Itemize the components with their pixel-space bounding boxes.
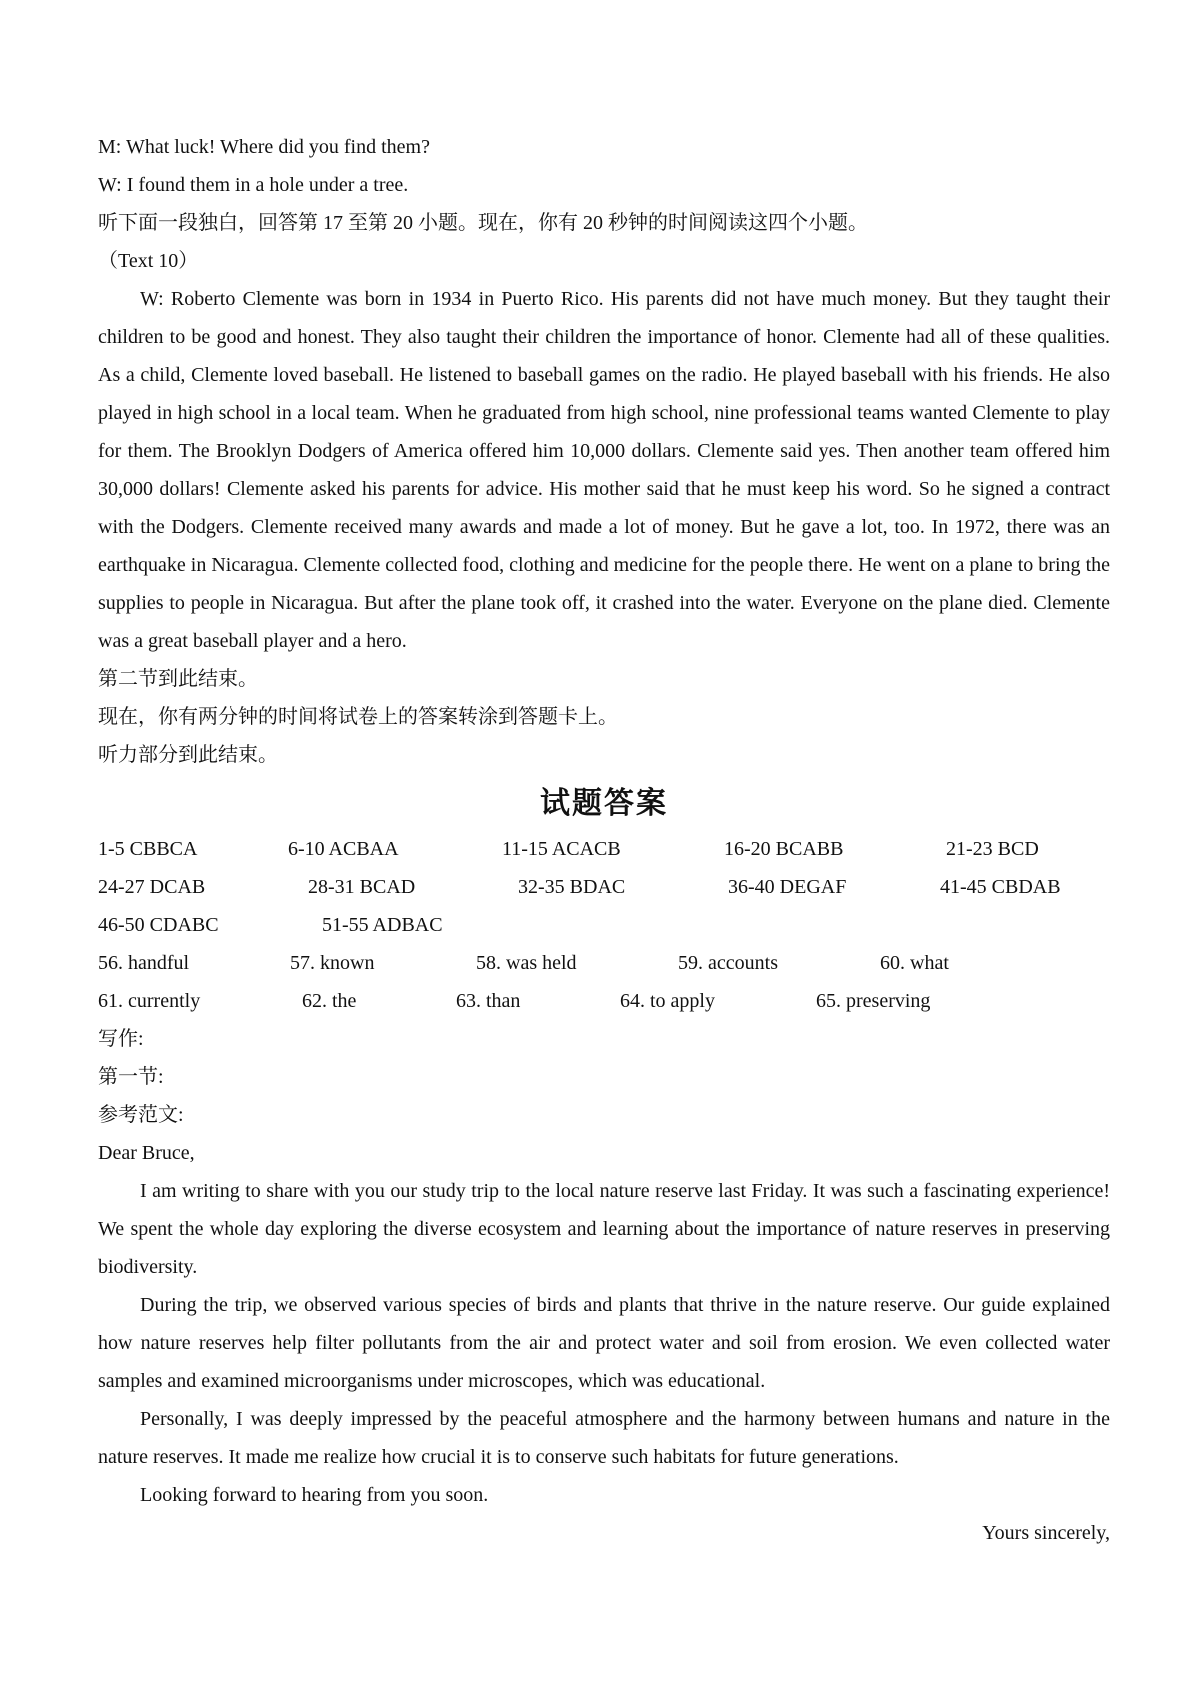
answer-item: 41-45 CBDAB — [940, 876, 1061, 898]
answer-item: 32-35 BDAC — [518, 876, 626, 898]
answer-item: 65. preserving — [816, 990, 931, 1012]
answer-item: 16-20 BCABB — [724, 838, 844, 860]
answer-item: 46-50 CDABC — [98, 914, 219, 936]
answer-item: 36-40 DEGAF — [728, 876, 847, 898]
writing-label: 写作: — [98, 1028, 144, 1050]
dialogue-line-1: M: What luck! Where did you find them? — [98, 136, 430, 158]
letter-paragraph: Personally, I was deeply impressed by the peaceful atmosphere and the harmony between humans and nature in the nature reserves. It made me realize how crucial it is to conserve such habitats for future generations. — [98, 1408, 1110, 1468]
answer-item: 56. handful — [98, 952, 190, 974]
transfer-note: 现在，你有两分钟的时间将试卷上的答案转涂到答题卡上。 — [98, 706, 618, 728]
answer-item: 61. currently — [98, 990, 201, 1012]
answer-row-5 — [98, 982, 1110, 1020]
answer-item: 60. what — [880, 952, 949, 974]
answer-item: 63. than — [456, 990, 521, 1012]
answer-item: 58. was held — [476, 952, 577, 974]
answer-item: 59. accounts — [678, 952, 778, 974]
answer-item: 62. the — [302, 990, 357, 1012]
monologue-instruction: 听下面一段独白，回答第 17 至第 20 小题。现在，你有 20 秒钟的时间阅读这四个小题。 — [98, 212, 868, 234]
answer-item: 6-10 ACBAA — [288, 838, 399, 860]
text-label: （Text 10） — [98, 250, 199, 272]
answer-item: 11-15 ACACB — [502, 838, 621, 860]
answer-item: 24-27 DCAB — [98, 876, 206, 898]
document-page — [98, 128, 1110, 1552]
letter-paragraph: I am writing to share with you our study trip to the local nature reserve last Friday. It was such a fascinating experience! We spent the whole day exploring the diverse ecosystem and learning about the importance of nature reserves in preserving biodiversity. — [98, 1180, 1110, 1278]
answer-row-4 — [98, 944, 1110, 982]
section-one-label: 第一节: — [98, 1066, 164, 1088]
answer-row-3 — [98, 906, 1110, 944]
answers-title: 试题答案 — [540, 786, 668, 821]
letter-salutation: Dear Bruce, — [98, 1142, 195, 1164]
letter-paragraph: During the trip, we observed various species of birds and plants that thrive in the nature reserve. Our guide explained how nature reserves help filter pollutants from the air and protect water and soil from erosion. We even collected water samples and examined microorganisms under microscopes, which was educational. — [98, 1294, 1110, 1392]
answer-row-1 — [98, 830, 1110, 868]
answer-item: 51-55 ADBAC — [322, 914, 443, 936]
answer-item: 28-31 BCAD — [308, 876, 416, 898]
answer-row-2 — [98, 868, 1110, 906]
letter-closing: Yours sincerely, — [982, 1522, 1110, 1544]
listening-end-note: 听力部分到此结束。 — [98, 744, 278, 766]
dialogue-line-2: W: I found them in a hole under a tree. — [98, 174, 409, 196]
section-end-note: 第二节到此结束。 — [98, 668, 258, 690]
answer-item: 21-23 BCD — [946, 838, 1039, 860]
answer-item: 64. to apply — [620, 990, 715, 1012]
letter-paragraph: Looking forward to hearing from you soon. — [140, 1484, 489, 1506]
answer-item: 57. known — [290, 952, 375, 974]
monologue-transcript: W: Roberto Clemente was born in 1934 in Puerto Rico. His parents did not have much money. But they taught their children to be good and honest. They also taught their children the importance of honor. Clemente had all of these qualities. As a child, Clemente loved baseball. He listened to baseball games on the radio. He played baseball with his friends. He also played in high school in a local team. When he graduated from high school, nine professional teams wanted Clemente to play for them. The Brooklyn Dodgers of America offered him 10,000 dollars. Clemente said yes. Then another team offered him 30,000 dollars! Clemente asked his parents for advice. His mother said that he must keep his word. So he signed a contract with the Dodgers. Clemente received many awards and made a lot of money. But he gave a lot, too. In 1972, there was an earthquake in Nicaragua. Clemente collected food, clothing and medicine for the people there. He went on a plane to bring the supplies to people in Nicaragua. But after the plane took off, it crashed into the water. Everyone on the plane died. Clemente was a great baseball player and a hero. — [98, 288, 1110, 652]
sample-essay-label: 参考范文: — [98, 1104, 184, 1126]
answer-item: 1-5 CBBCA — [98, 838, 198, 860]
